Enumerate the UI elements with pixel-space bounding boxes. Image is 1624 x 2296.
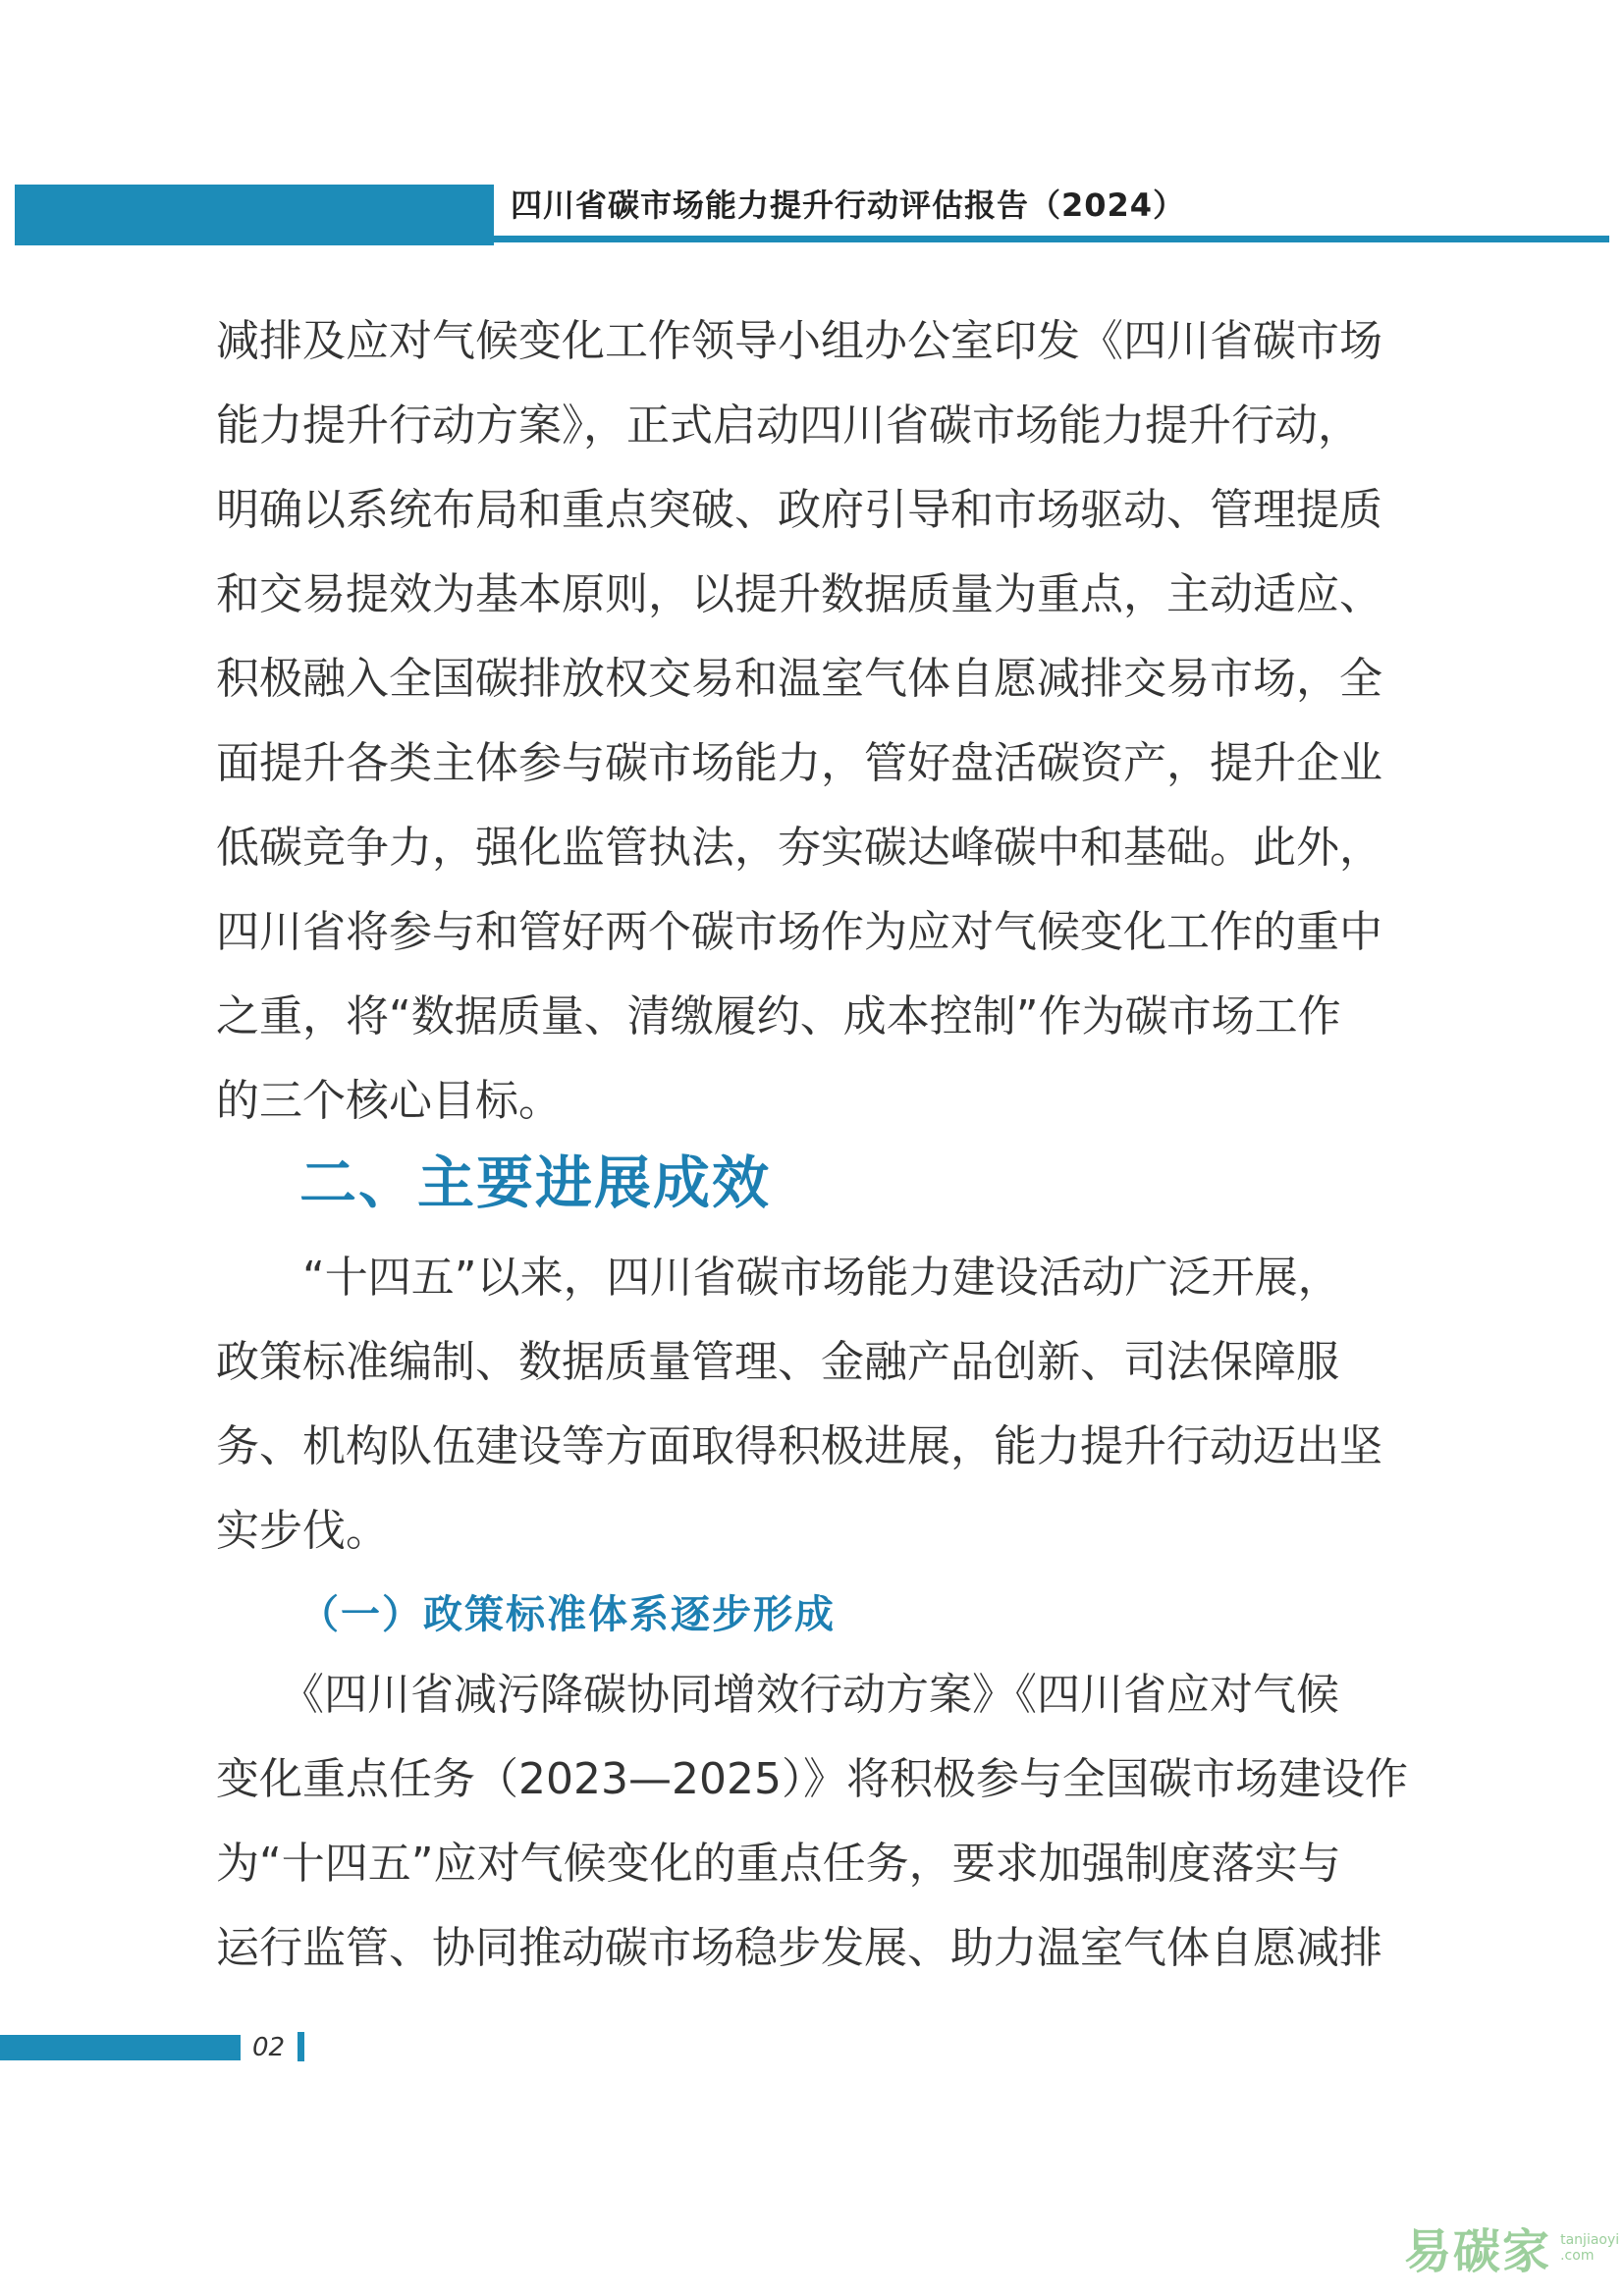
watermark-domain-suffix: .com xyxy=(1560,2247,1595,2264)
paragraph-line: 变化重点任务（2023—2025）》将积极参与全国碳市场建设作 xyxy=(216,1754,1408,1804)
paragraph-line: 实步伐。 xyxy=(216,1506,389,1556)
footer-tick xyxy=(298,2032,304,2061)
paragraph-line: 明确以系统布局和重点突破、政府引导和市场驱动、管理提质 xyxy=(216,485,1382,535)
paragraph-line: 和交易提效为基本原则，以提升数据质量为重点，主动适应、 xyxy=(216,569,1382,619)
paragraph-line: 《四川省减污降碳协同增效行动方案》《四川省应对气候 xyxy=(281,1670,1339,1720)
footer-accent-bar xyxy=(0,2035,241,2060)
paragraph-line: 之重，将“数据质量、清缴履约、成本控制”作为碳市场工作 xyxy=(216,991,1341,1041)
paragraph-line: 政策标准编制、数据质量管理、金融产品创新、司法保障服 xyxy=(216,1337,1339,1387)
header-accent-bar xyxy=(15,185,494,245)
section-heading: 二、主要进展成效 xyxy=(299,1149,772,1216)
header-rule xyxy=(494,236,1609,242)
paragraph-line: 面提升各类主体参与碳市场能力，管好盘活碳资产，提升企业 xyxy=(216,738,1382,788)
watermark-logo-domain xyxy=(1560,2232,1619,2264)
paragraph-line: 务、机构队伍建设等方面取得积极进展，能力提升行动迈出坚 xyxy=(216,1421,1382,1471)
paragraph-line: 积极融入全国碳排放权交易和温室气体自愿减排交易市场，全 xyxy=(216,654,1382,704)
watermark-logo-text: 易碳家 xyxy=(1404,2224,1552,2279)
watermark-logo xyxy=(1404,2214,1620,2279)
paragraph-line: 减排及应对气候变化工作领导小组办公室印发《四川省碳市场 xyxy=(216,316,1382,366)
page-number: 02 xyxy=(252,2033,286,2062)
paragraph-line: 低碳竞争力，强化监管执法，夯实碳达峰碳中和基础。此外， xyxy=(216,823,1382,873)
watermark-domain-name: tanjiaoyi xyxy=(1560,2231,1620,2248)
paragraph-line: 为“十四五”应对气候变化的重点任务，要求加强制度落实与 xyxy=(216,1839,1341,1889)
paragraph-line: 四川省将参与和管好两个碳市场作为应对气候变化工作的重中 xyxy=(216,907,1382,957)
paragraph-line: 的三个核心目标。 xyxy=(216,1076,562,1126)
paragraph-line: “十四五”以来，四川省碳市场能力建设活动广泛开展， xyxy=(302,1253,1341,1303)
report-title: 四川省碳市场能力提升行动评估报告（2024） xyxy=(511,187,1186,224)
subsection-heading: （一）政策标准体系逐步形成 xyxy=(299,1591,836,1637)
paragraph-line: 能力提升行动方案》，正式启动四川省碳市场能力提升行动， xyxy=(216,400,1361,451)
paragraph-line: 运行监管、协同推动碳市场稳步发展、助力温室气体自愿减排 xyxy=(216,1923,1382,1973)
